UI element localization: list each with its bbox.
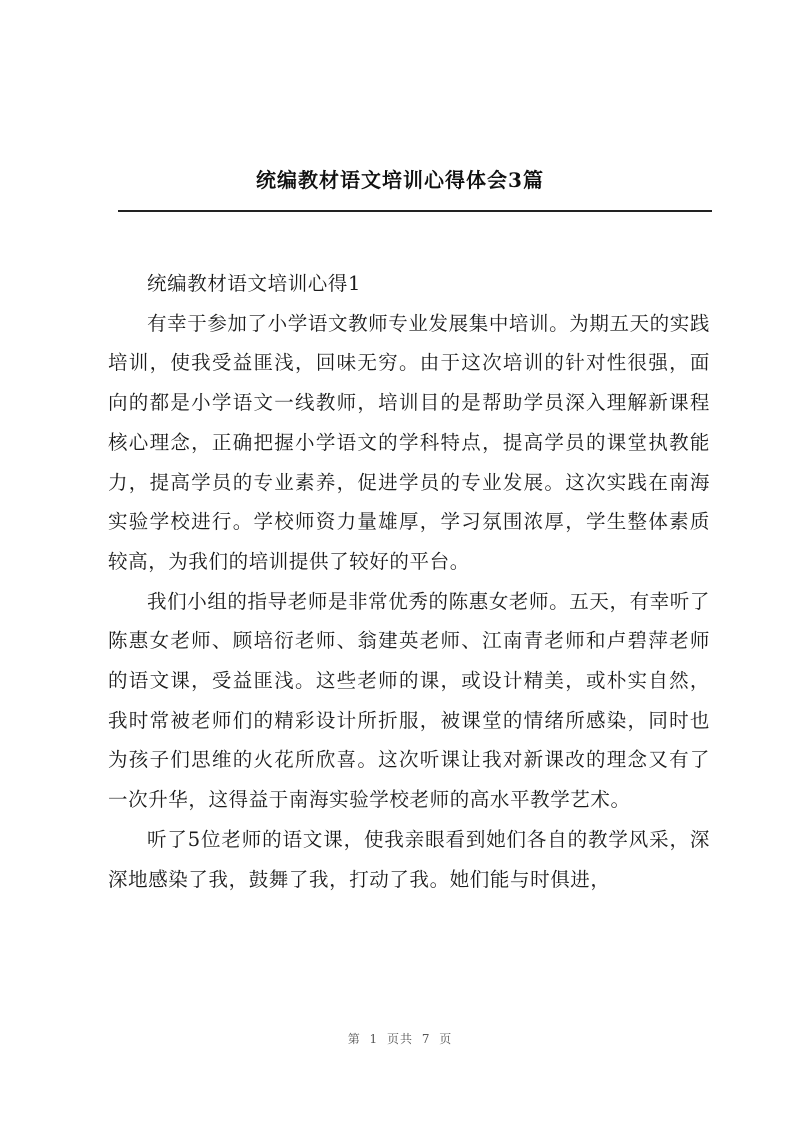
paragraph-2: 我们小组的指导老师是非常优秀的陈惠女老师。五天，有幸听了陈惠女老师、顾培衍老师、翁建英老师、江南青老师和卢碧萍老师的语文课，受益匪浅。这些老师的课，或设计精美，或朴实自然，我时常被老师们的精彩设计所折服，被课堂的情绪所感染，同时也为孩子们思维的火花所欣喜。这次听课让我对新课改的理念又有了一次升华，这得益于南海实验学校老师的高水平教学艺术。 [108, 589, 710, 812]
page-footer: 第 1 页共 7 页 [347, 1032, 453, 1046]
document-title: 统编教材语文培训心得体会3篇 [256, 168, 544, 192]
section-heading: 统编教材语文培训心得1 [147, 272, 362, 295]
paragraph-1: 有幸于参加了小学语文教师专业发展集中培训。为期五天的实践培训，使我受益匪浅，回味无穷。由于这次培训的针对性很强，面向的都是小学语文一线教师，培训目的是帮助学员深入理解新课程核心理念，正确把握小学语文的学科特点，提高学员的课堂执教能力，提高学员的专业素养，促进学员的专业发展。这次实践在南海实验学校进行。学校师资力量雄厚，学习氛围浓厚，学生整体素质较高，为我们的培训提供了较好的平台。 [108, 311, 710, 573]
title-divider [118, 210, 712, 212]
document-body [108, 264, 710, 899]
paragraph-3: 听了5位老师的语文课，使我亲眼看到她们各自的教学风采，深深地感染了我，鼓舞了我，打动了我。她们能与时俱进， [108, 827, 710, 891]
